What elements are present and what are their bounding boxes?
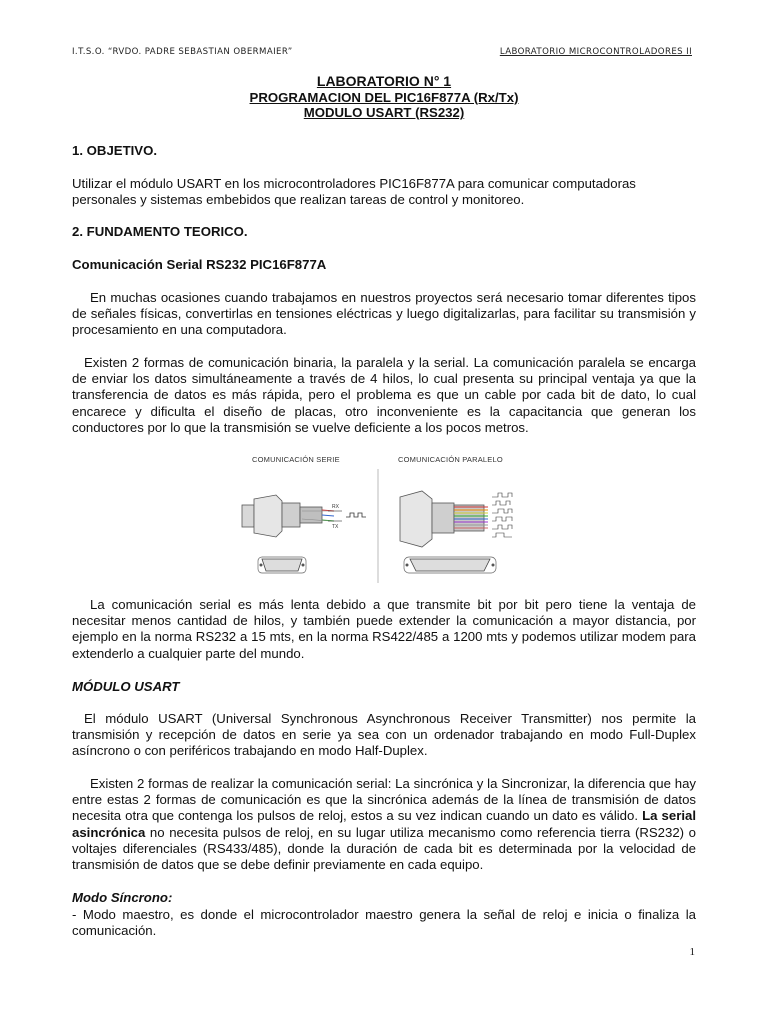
paragraph-6: - Modo maestro, es donde el microcontrolador maestro genera la señal de reloj e inicia o finaliza la comunicación. — [72, 907, 696, 939]
paragraph-5 — [72, 776, 696, 873]
title-module: MODULO USART (RS232) — [303, 105, 465, 120]
section-objetivo-text: Utilizar el módulo USART en los microcontroladores PIC16F877A para comunicar computadoras personales y sistemas embebidos que realizan tareas de control y monitoreo. — [72, 176, 636, 208]
section-sincrono-heading: Modo Síncrono: — [72, 890, 173, 905]
header-course: LABORATORIO MICROCONTROLADORES II — [499, 47, 692, 57]
header-institution: I.T.S.O. “RVDO. PADRE SEBASTIAN OBERMAIER” — [72, 47, 293, 57]
paragraph-2: Existen 2 formas de comunicación binaria, la paralela y la serial. La comunicación paralela se encarga de enviar los datos simultáneamente a través de 4 hilos, lo cual presenta su principal ventaja ya que la transferencia de datos es más rápida, pero el problema es que un cable por cada bit de dato, lo cual encarece y dificulta el diseño de placas, otro inconveniente es la capacitancia que generan los conductores por lo que la transmisión se vuelve deficiente a los pocos metros. — [72, 355, 696, 435]
paragraph-4: El módulo USART (Universal Synchronous Asynchronous Receiver Transmitter) nos permite la transmisión y recepción de datos en serie ya sea con un ordenador trabajando en modo Full-Duplex asíncrono o con periféricos trabajando en modo Half-Duplex. — [72, 711, 696, 759]
p5-part-a: Existen 2 formas de realizar la comunicación serial: La sincrónica y la Sincronizar, la diferencia que hay entre estas 2 formas de comunicación es que la sincrónica además de la línea de transmisión de datos necesita otra que contenga los pulsos de reloj, estos a su vez indican cuando un dato es válido. — [72, 776, 696, 824]
document-titles — [0, 74, 768, 121]
db9-front-icon — [258, 557, 306, 573]
section-fundamento-heading: 2. FUNDAMENTO TEORICO. — [72, 224, 248, 239]
caption-serie: COMUNICACIÓN SERIE — [252, 455, 340, 464]
db9-connector-icon — [242, 495, 366, 537]
db25-connector-icon — [400, 491, 512, 547]
p5-bold-asincronica: La serial asincrónica — [72, 808, 696, 840]
section-usart-heading: MÓDULO USART — [72, 679, 180, 694]
caption-paralelo: COMUNICACIÓN PARALELO — [398, 455, 503, 464]
p5-part-b: no necesita pulsos de reloj, en su lugar utiliza mecanismo como referencia tierra (RS232) o voltajes diferenciales (RS433/485), donde la duración de cada bit es determinada por la velocidad de transmisión de datos que se debe definir previamente en cada equipo. — [72, 824, 696, 873]
tx-label: TX — [332, 524, 339, 530]
section-serial-heading: Comunicación Serial RS232 PIC16F877A — [72, 257, 327, 272]
page-number: 1 — [689, 946, 695, 958]
rx-label: RX — [332, 504, 339, 510]
section-objetivo-heading: 1. OBJETIVO. — [72, 143, 158, 158]
title-lab-number: LABORATORIO N° 1 — [316, 73, 452, 89]
serial-parallel-figure — [232, 455, 532, 583]
db25-front-icon — [404, 557, 496, 573]
paragraph-1: En muchas ocasiones cuando trabajamos en nuestros proyectos será necesario tomar diferentes tipos de señales físicas, convertirlas en tensiones eléctricas y luego digitalizarlas, para facilitar su transmisión y procesamiento en una computadora. — [72, 290, 696, 338]
title-program: PROGRAMACION DEL PIC16F877A (Rx/Tx) — [249, 89, 519, 105]
connectors-diagram — [232, 455, 532, 583]
paragraph-3: La comunicación serial es más lenta debido a que transmite bit por bit pero tiene la ventaja de necesitar menos cantidad de hilos, y también puede extender la comunicación a mayor distancia, por ejemplo en la norma RS232 a 15 mts, en la norma RS422/485 a 1200 mts y podemos utilizar modem para extenderlo a cualquier parte del mundo. — [72, 597, 696, 661]
